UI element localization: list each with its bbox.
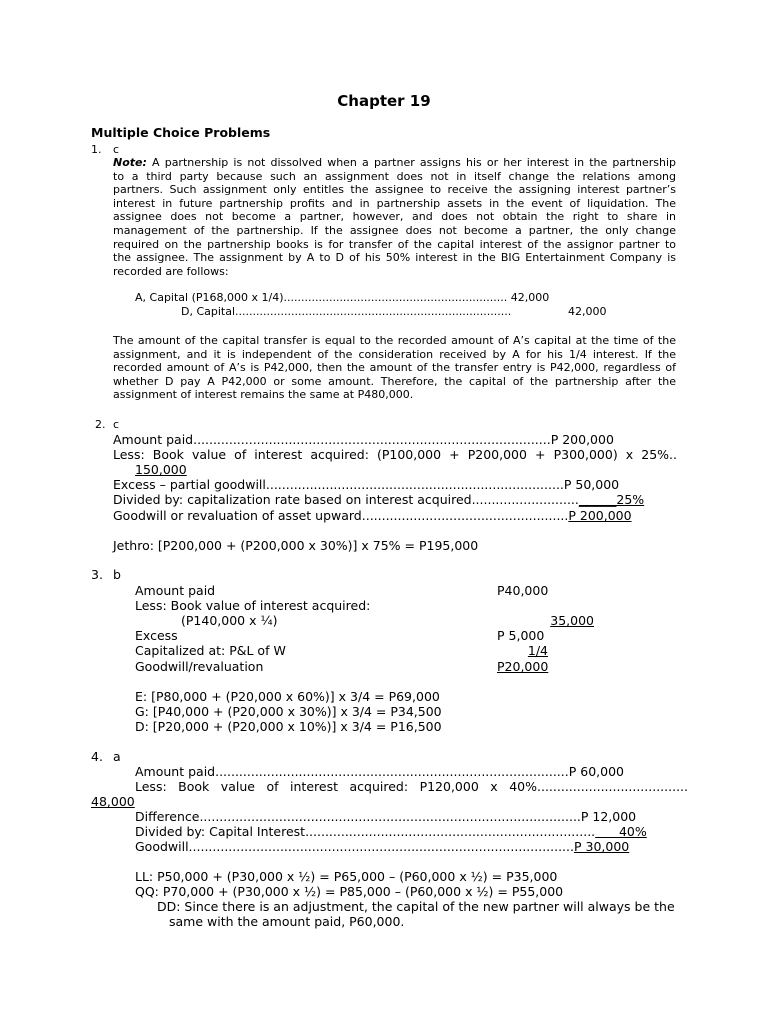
p3-calc-e: E: [P80,000 + (P20,000 x 60%)] x 3/4 = P69,000 [135, 689, 440, 704]
p2-goodwill-amount: P 200,000 [568, 508, 632, 523]
p2-book-value-amount: 150,000 [135, 462, 187, 477]
p4-less-book-value: Less: Book value of interest acquired: P120,000 x 40%...................................... [135, 779, 688, 794]
p2-goodwill [113, 508, 632, 523]
note-line: to a third party because such an assignment does not in itself change the relations among [113, 169, 676, 183]
journal-entry-credit-amount: 42,000 [568, 305, 607, 318]
note-text: A partnership is not dissolved when a partner assigns his or her interest in the partnership [146, 156, 676, 169]
p4-divided-by-label: Divided by: Capital Interest......................................................................... [135, 824, 596, 839]
p3-calc-d: D: [P20,000 + (P20,000 x 10%)] x 3/4 = P16,500 [135, 719, 442, 734]
note-label: Note: [113, 156, 147, 169]
problem-4-number: 4. [91, 749, 103, 764]
problem-1-answer: c [113, 143, 120, 156]
p3-row-label: Amount paid [135, 583, 216, 598]
note-line: recorded are follows: [113, 264, 229, 278]
problem-2-answer: c [113, 418, 120, 431]
p4-calc-dd: DD: Since there is an adjustment, the capital of the new partner will always be the [157, 899, 675, 914]
note-line: assignee does not become a partner, however, and does not obtain the right to share in [113, 210, 676, 224]
p2-amount-paid: Amount paid..........................................................................................P 200,000 [113, 432, 614, 447]
note-line: interest in future partnership profits and in partnership assets in the event of liquidation. The [113, 196, 676, 210]
problem-3-number: 3. [91, 567, 103, 582]
p2-divided-by [113, 492, 644, 507]
explanation-line: whether D pay A P42,000 or some amount. Therefore, the capital of the partnership after the [113, 374, 676, 388]
problem-2-number: 2. [95, 418, 106, 431]
explanation-line: recorded amount of A’s is P42,000, then the amount of the transfer entry is P42,000, regardless of [113, 361, 676, 375]
p2-goodwill-label: Goodwill or revaluation of asset upward.................................................... [113, 508, 569, 523]
p4-goodwill [135, 839, 629, 854]
p2-divided-by-label: Divided by: capitalization rate based on interest acquired........................... [113, 492, 579, 507]
explanation-line: The amount of the capital transfer is equal to the recorded amount of A’s capital at the time of the [113, 334, 676, 347]
problem-3-answer: b [113, 567, 121, 582]
note-line: required on the partnership books is for transfer of the capital interest of the assignor partner to [113, 237, 676, 251]
section-heading: Multiple Choice Problems [91, 125, 271, 140]
p3-row-label: Excess [135, 628, 178, 643]
p3-row-label: Less: Book value of interest acquired: [135, 598, 371, 613]
p4-calc-ll: LL: P50,000 + (P30,000 x ½) = P65,000 – (P60,000 x ½) = P35,000 [135, 869, 558, 884]
p3-row-label: Capitalized at: P&L of W [135, 643, 286, 658]
note-line [113, 156, 676, 170]
p4-calc-dd-continued: same with the amount paid, P60,000. [169, 914, 405, 929]
p4-divided-by [135, 824, 647, 839]
p4-book-value-amount: 48,000 [91, 794, 135, 809]
problem-1-number: 1. [91, 143, 102, 156]
p3-row-label: Goodwill/revaluation [135, 659, 264, 674]
explanation-line: assignment of interest remains the same at P480,000. [113, 388, 414, 402]
p4-amount-paid: Amount paid.........................................................................................P 60,000 [135, 764, 624, 779]
p4-goodwill-amount: P 30,000 [573, 839, 630, 854]
p3-row-value: P20,000 [497, 659, 549, 674]
p4-goodwill-label: Goodwill................................................................................................. [135, 839, 574, 854]
p2-rate: ______25% [578, 492, 645, 507]
note-line: management of the partnership. If the assignee does not become a partner, the only change [113, 224, 676, 237]
problem-4-answer: a [113, 749, 121, 764]
journal-entry-credit-label: D, Capital............................................................................... [181, 305, 512, 318]
note-line: the assignee. The assignment by A to D of his 50% interest in the BIG Entertainment Company is [113, 251, 676, 265]
p2-less-book-value: Less: Book value of interest acquired: (P100,000 + P200,000 + P300,000) x 25%.. [113, 447, 677, 462]
p4-calc-qq: QQ: P70,000 + (P30,000 x ½) = P85,000 – (P60,000 x ½) = P55,000 [135, 884, 564, 899]
p3-row-value: 35,000 [550, 613, 594, 628]
page-title: Chapter 19 [337, 92, 431, 110]
note-line: partners. Such assignment only entitles the assignee to receive the assigning interest partner’s [113, 183, 676, 197]
p3-row-label: (P140,000 x ¼) [181, 613, 278, 628]
p3-row-value: P 5,000 [497, 628, 545, 643]
p3-row-value: 1/4 [527, 643, 548, 658]
explanation-line: assignment, and it is independent of the consideration received by A for his 1/4 interest. If the [113, 347, 676, 361]
p4-difference: Difference................................................................................................P 12,000 [135, 809, 637, 824]
p2-jethro: Jethro: [P200,000 + (P200,000 x 30%)] x 75% = P195,000 [113, 538, 479, 553]
p2-excess: Excess – partial goodwill...........................................................................P 50,000 [113, 477, 620, 492]
p4-capital-interest-rate: 40% [595, 824, 647, 839]
p3-row-value: P40,000 [497, 583, 549, 598]
journal-entry-debit: A, Capital (P168,000 x 1/4)................................................................ 42,000 [135, 291, 550, 304]
p3-calc-g: G: [P40,000 + (P20,000 x 30%)] x 3/4 = P34,500 [135, 704, 442, 719]
